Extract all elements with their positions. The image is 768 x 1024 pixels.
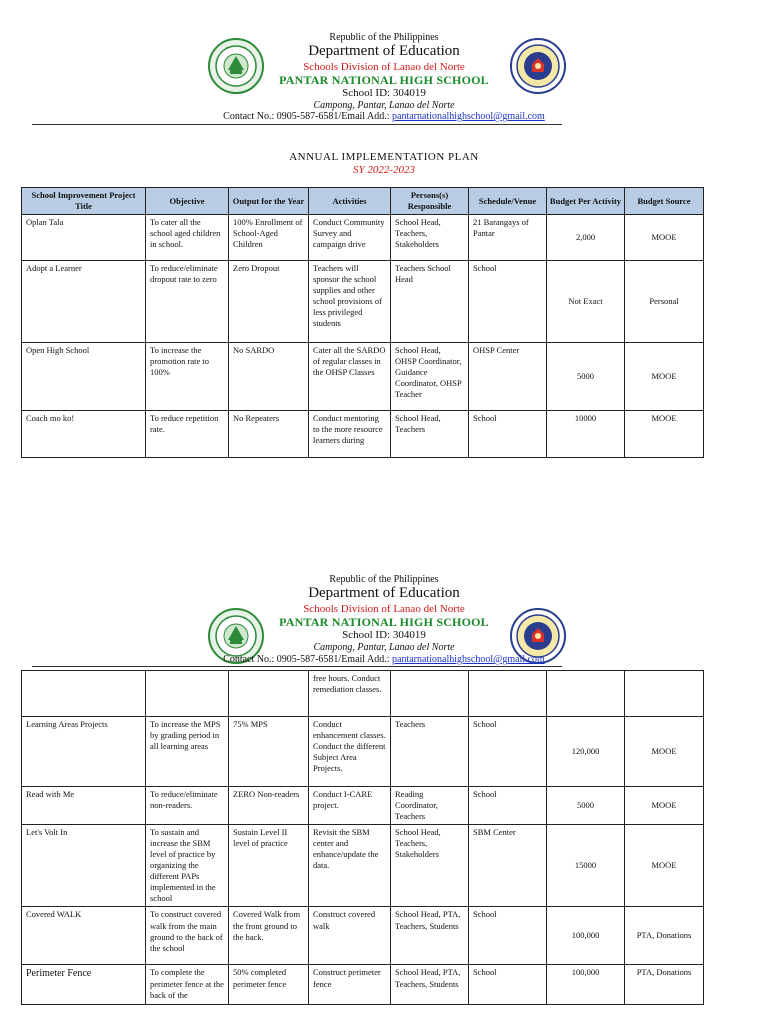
- cell-venue: School: [469, 261, 547, 343]
- letterhead: [0, 0, 768, 126]
- cell-objective: To increase the MPS by grading period in all learning areas: [146, 717, 229, 787]
- table-row: [22, 261, 704, 343]
- department-line: Department of Education: [308, 43, 460, 59]
- cell-objective: To increase the promotion rate to 100%: [146, 343, 229, 411]
- cell-activities: Conduct I-CARE project.: [309, 787, 391, 825]
- col-header: Budget Per Activity: [547, 188, 625, 215]
- division-line: Schools Division of Lanao del Norte: [303, 61, 465, 73]
- cell-source: Personal: [625, 261, 704, 343]
- cell-title: Learning Areas Projects: [22, 717, 146, 787]
- cell-output: [229, 671, 309, 717]
- contact-text: Contact No.: 0905-587-6581/Email Add.:: [223, 111, 393, 122]
- cell-budget: 2,000: [547, 215, 625, 261]
- cell-persons: Teachers: [391, 717, 469, 787]
- cell-objective: To sustain and increase the SBM level of practice by organizing the different PAPs implemented in the school: [146, 825, 229, 907]
- cell-activities: Conduct enhancement classes. Conduct the different Subject Area Projects.: [309, 717, 391, 787]
- table-row: [22, 411, 704, 458]
- cell-budget: 100,000: [547, 907, 625, 965]
- cell-objective: To reduce/eliminate dropout rate to zero: [146, 261, 229, 343]
- cell-activities: Revisit the SBM center and enhance/update the data.: [309, 825, 391, 907]
- cell-budget: 100,000: [547, 965, 625, 1005]
- cell-persons: School Head, Teachers, Stakeholders: [391, 215, 469, 261]
- school-name: PANTAR NATIONAL HIGH SCHOOL: [279, 73, 489, 87]
- cell-output: Covered Walk from the front ground to the back.: [229, 907, 309, 965]
- cell-activities: free hours. Conduct remediation classes.: [309, 671, 391, 717]
- school-id: School ID: 304019: [342, 629, 426, 641]
- cell-venue: OHSP Center: [469, 343, 547, 411]
- cell-persons: School Head, Teachers: [391, 411, 469, 458]
- cell-output: Sustain Level II level of practice: [229, 825, 309, 907]
- cell-budget: 10000: [547, 411, 625, 458]
- republic-line: Republic of the Philippines: [329, 574, 439, 585]
- cell-venue: 21 Barangays of Pantar: [469, 215, 547, 261]
- col-header: Activities: [309, 188, 391, 215]
- cell-venue: School: [469, 787, 547, 825]
- header-divider: [32, 666, 562, 667]
- school-location: Campong, Pantar, Lanao del Norte: [313, 100, 455, 111]
- school-id: School ID: 304019: [342, 87, 426, 99]
- cell-title: Adopt a Learner: [22, 261, 146, 343]
- email-link[interactable]: pantarnationalhighschool@gmail.com: [392, 111, 545, 122]
- table-row: [22, 671, 704, 717]
- cell-source: PTA, Donations: [625, 965, 704, 1005]
- cell-source: MOOE: [625, 787, 704, 825]
- cell-output: 75% MPS: [229, 717, 309, 787]
- contact-text: Contact No.: 0905-587-6581/Email Add.:: [223, 654, 393, 665]
- cell-budget: [547, 671, 625, 717]
- cell-activities: Construct covered walk: [309, 907, 391, 965]
- cell-activities: Conduct mentoring to the more resource learners during: [309, 411, 391, 458]
- cell-venue: School: [469, 965, 547, 1005]
- cell-activities: Construct perimeter fence: [309, 965, 391, 1005]
- cell-persons: School Head, OHSP Coordinator, Guidance Coordinator, OHSP Teacher: [391, 343, 469, 411]
- col-header: School Improvement Project Title: [22, 188, 146, 215]
- cell-title: Read with Me: [22, 787, 146, 825]
- school-location: Campong, Pantar, Lanao del Norte: [313, 642, 455, 653]
- cell-activities: Teachers will sponsor the school supplies and other school provisions of less privileged students: [309, 261, 391, 343]
- republic-line: Republic of the Philippines: [329, 32, 439, 43]
- email-link[interactable]: pantarnationalhighschool@gmail.com: [392, 654, 545, 665]
- cell-title: Perimeter Fence: [22, 965, 146, 1005]
- cell-objective: To reduce/eliminate non-readers.: [146, 787, 229, 825]
- table-header-row: [22, 188, 704, 215]
- cell-output: Zero Dropout: [229, 261, 309, 343]
- division-line: Schools Division of Lanao del Norte: [303, 603, 465, 615]
- table-row: [22, 787, 704, 825]
- cell-objective: To construct covered walk from the main ground to the back of the school: [146, 907, 229, 965]
- cell-persons: Teachers School Head: [391, 261, 469, 343]
- cell-source: MOOE: [625, 215, 704, 261]
- cell-source: MOOE: [625, 717, 704, 787]
- cell-source: MOOE: [625, 411, 704, 458]
- cell-persons: [391, 671, 469, 717]
- cell-output: 100% Enrollment of School-Aged Children: [229, 215, 309, 261]
- cell-objective: To reduce repetition rate.: [146, 411, 229, 458]
- cell-venue: SBM Center: [469, 825, 547, 907]
- plan-title: ANNUAL IMPLEMENTATION PLAN: [289, 151, 479, 163]
- cell-objective: To complete the perimeter fence at the back of the: [146, 965, 229, 1005]
- cell-persons: School Head, PTA, Teachers, Students: [391, 965, 469, 1005]
- cell-output: 50% completed perimeter fence: [229, 965, 309, 1005]
- cell-venue: School: [469, 907, 547, 965]
- col-header: Budget Source: [625, 188, 704, 215]
- cell-objective: To cater all the school aged children in school.: [146, 215, 229, 261]
- cell-activities: Cater all the SARDO of regular classes in the OHSP Classes: [309, 343, 391, 411]
- cell-output: ZERO Non-readers: [229, 787, 309, 825]
- cell-objective: [146, 671, 229, 717]
- cell-persons: School Head, Teachers, Stakeholders: [391, 825, 469, 907]
- cell-title: Let's Volt In: [22, 825, 146, 907]
- cell-budget: Not Exact: [547, 261, 625, 343]
- implementation-table-1: [21, 187, 704, 458]
- contact-line: [0, 111, 768, 122]
- cell-persons: School Head, PTA, Teachers, Students: [391, 907, 469, 965]
- cell-activities: Conduct Community Survey and campaign drive: [309, 215, 391, 261]
- cell-budget: 15000: [547, 825, 625, 907]
- implementation-table-2: [21, 670, 704, 1005]
- school-name: PANTAR NATIONAL HIGH SCHOOL: [279, 615, 489, 629]
- table-row: [22, 825, 704, 907]
- cell-source: MOOE: [625, 825, 704, 907]
- table-row: [22, 343, 704, 411]
- cell-title: Oplan Tala: [22, 215, 146, 261]
- cell-title: Coach mo ko!: [22, 411, 146, 458]
- cell-persons: Reading Coordinator, Teachers: [391, 787, 469, 825]
- table-row: [22, 965, 704, 1005]
- header-divider: [32, 124, 562, 125]
- cell-budget: 5000: [547, 343, 625, 411]
- cell-title: [22, 671, 146, 717]
- department-line: Department of Education: [308, 585, 460, 601]
- cell-budget: 120,000: [547, 717, 625, 787]
- cell-title: Covered WALK: [22, 907, 146, 965]
- cell-venue: School: [469, 411, 547, 458]
- cell-venue: School: [469, 717, 547, 787]
- table-row: [22, 215, 704, 261]
- col-header: Persons(s) Responsible: [391, 188, 469, 215]
- cell-title: Open High School: [22, 343, 146, 411]
- cell-output: No Repeaters: [229, 411, 309, 458]
- cell-budget: 5000: [547, 787, 625, 825]
- cell-source: PTA, Donations: [625, 907, 704, 965]
- cell-source: MOOE: [625, 343, 704, 411]
- plan-school-year: SY 2022-2023: [352, 164, 416, 176]
- cell-source: [625, 671, 704, 717]
- cell-output: No SARDO: [229, 343, 309, 411]
- col-header: Schedule/Venue: [469, 188, 547, 215]
- contact-line: [0, 654, 768, 665]
- table-row: [22, 717, 704, 787]
- table-row: [22, 907, 704, 965]
- col-header: Objective: [146, 188, 229, 215]
- col-header: Output for the Year: [229, 188, 309, 215]
- cell-venue: [469, 671, 547, 717]
